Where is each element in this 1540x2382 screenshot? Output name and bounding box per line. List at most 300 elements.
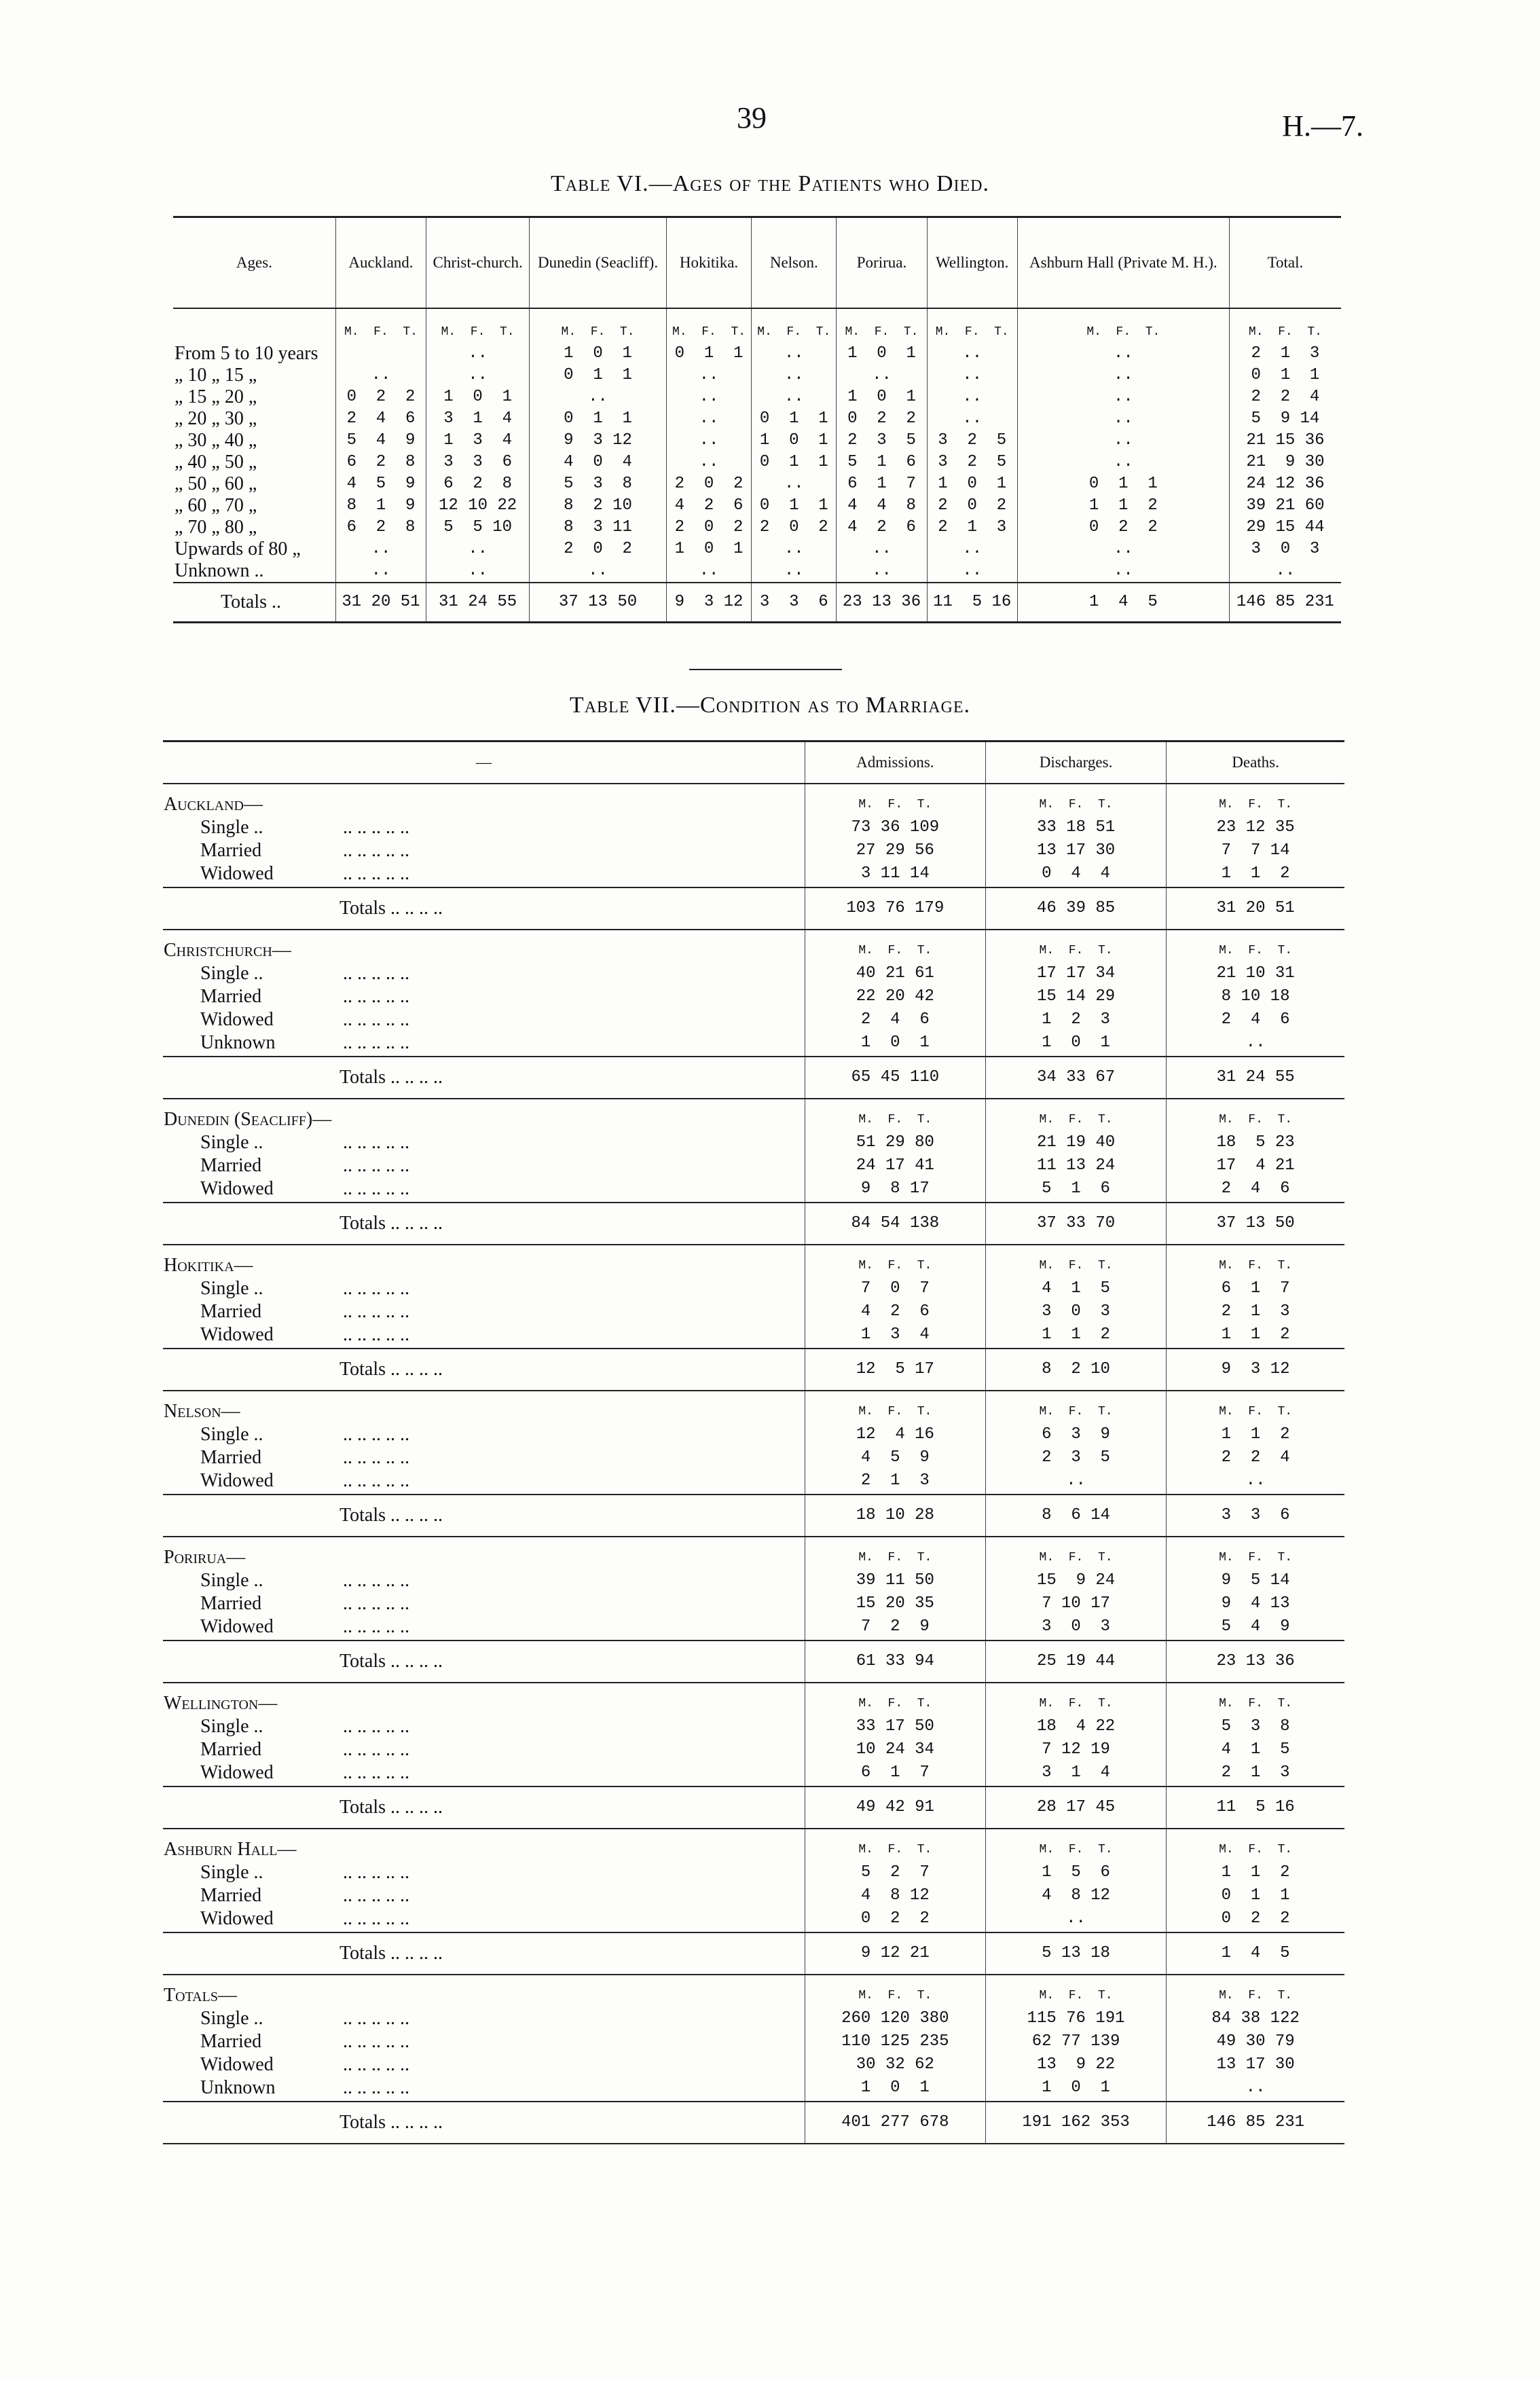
category-label: Married — [200, 1885, 262, 1906]
table-cell: 8 10 18 — [1167, 985, 1344, 1008]
institution-name: Hokitika— — [164, 1255, 253, 1276]
leader-dots: .. .. .. .. .. — [343, 1155, 409, 1176]
table-cell: 21 15 36 — [1229, 430, 1341, 452]
totals-cell: 49 42 91 — [805, 1786, 985, 1829]
leader-dots: .. .. .. .. .. — [343, 1324, 409, 1345]
category-label: Widowed — [200, 863, 274, 884]
mft-subheader: M. F. T. — [426, 308, 530, 343]
category-label: Widowed — [200, 1616, 274, 1637]
totals-label: Totals .. .. .. .. — [163, 1932, 805, 1975]
table-cell: 8 2 10 — [530, 495, 667, 517]
totals-cell: 46 39 85 — [985, 887, 1166, 930]
institution-row — [163, 930, 1344, 962]
table-row — [163, 2030, 1344, 2053]
table-cell: 2 2 4 — [1229, 386, 1341, 408]
institution-row — [163, 1683, 1344, 1715]
totals-row — [163, 1641, 1344, 1683]
category-label: Single .. — [200, 963, 263, 984]
totals-cell: 146 85 231 — [1167, 2102, 1344, 2144]
table-cell: 51 29 80 — [805, 1131, 985, 1154]
table-cell: 2 0 2 — [666, 517, 751, 538]
mft-subheader: M. F. T. — [1167, 1829, 1344, 1861]
table-row — [163, 2007, 1344, 2030]
table-cell: .. — [1017, 452, 1229, 473]
table-cell: 0 1 1 — [530, 365, 667, 386]
table-row — [173, 408, 1341, 430]
table-cell: .. — [530, 560, 667, 583]
table-cell: 4 2 6 — [837, 517, 927, 538]
totals-cell: 37 13 50 — [1167, 1203, 1344, 1245]
mft-subheader: M. F. T. — [530, 308, 667, 343]
table-cell: 110 125 235 — [805, 2030, 985, 2053]
table7-condition-as-to-marriage — [163, 740, 1344, 2144]
table-cell: 3 0 3 — [985, 1615, 1166, 1638]
category-label: Unknown — [200, 2077, 276, 2098]
table-row — [163, 1592, 1344, 1615]
table-cell: 1 0 1 — [426, 386, 530, 408]
leader-dots: .. .. .. .. .. — [343, 1032, 409, 1053]
table-cell: 5 3 8 — [1167, 1715, 1344, 1738]
table-cell: .. — [927, 408, 1017, 430]
table-cell: 2 4 6 — [335, 408, 426, 430]
table-cell: 1 1 2 — [1167, 862, 1344, 885]
table-cell: 39 11 50 — [805, 1569, 985, 1592]
table-cell: 1 0 1 — [805, 1031, 985, 1055]
mft-subheader: M. F. T. — [805, 1099, 985, 1131]
leader-dots: .. .. .. .. .. — [343, 840, 409, 861]
institution-row — [163, 1099, 1344, 1131]
table-cell: 2 0 2 — [666, 473, 751, 495]
table-cell: 2 1 3 — [1167, 1761, 1344, 1784]
table-row — [163, 1446, 1344, 1469]
totals-label: Totals .. .. .. .. — [163, 1057, 805, 1099]
table-cell: 1 0 1 — [805, 2076, 985, 2100]
category-label: Single .. — [200, 1716, 263, 1737]
category-label: Single .. — [200, 817, 263, 838]
institution-name: Ashburn Hall— — [164, 1839, 297, 1860]
section-divider — [689, 669, 842, 670]
category-cell — [163, 1177, 805, 1201]
table-cell: .. — [335, 538, 426, 560]
table-cell: 6 1 7 — [837, 473, 927, 495]
table-cell: .. — [1229, 560, 1341, 583]
table-cell: 7 10 17 — [985, 1592, 1166, 1615]
category-label: Widowed — [200, 2054, 274, 2075]
mft-subheader: M. F. T. — [985, 1099, 1166, 1131]
table-cell: 4 1 5 — [1167, 1738, 1344, 1761]
category-cell — [163, 1615, 805, 1638]
leader-dots: .. .. .. .. .. — [343, 1470, 409, 1491]
table-row — [163, 1423, 1344, 1446]
table-row — [163, 1177, 1344, 1201]
table-cell: .. — [1017, 560, 1229, 583]
table-cell: .. — [985, 1469, 1166, 1492]
mft-subheader: M. F. T. — [985, 930, 1166, 962]
table-cell: 260 120 380 — [805, 2007, 985, 2030]
table-cell: 1 0 1 — [985, 2076, 1166, 2100]
table-cell: .. — [335, 560, 426, 583]
table-cell: .. — [1017, 408, 1229, 430]
category-cell — [163, 1154, 805, 1177]
table-cell: .. — [752, 538, 837, 560]
table-cell: 1 0 1 — [752, 430, 837, 452]
table-row — [173, 517, 1341, 538]
category-label: Widowed — [200, 1009, 274, 1030]
table-cell: .. — [666, 430, 751, 452]
table-cell: 21 10 31 — [1167, 962, 1344, 985]
category-cell — [163, 2030, 805, 2053]
table6-header-cell: Nelson. — [752, 217, 837, 309]
table6-header-cell: Ages. — [173, 217, 335, 309]
category-cell — [163, 1131, 805, 1154]
category-cell — [163, 2053, 805, 2076]
table-cell: 3 3 6 — [426, 452, 530, 473]
table6-ages-of-patients-who-died — [173, 216, 1341, 623]
totals-cell: 146 85 231 — [1229, 583, 1341, 623]
institution-name: Porirua— — [164, 1547, 246, 1568]
leader-dots: .. .. .. .. .. — [343, 1570, 409, 1591]
table7-header-cell: — — [163, 741, 805, 784]
table-cell: 0 1 1 — [752, 408, 837, 430]
institution-name: Totals— — [164, 1985, 237, 2006]
table-cell: .. — [1017, 343, 1229, 365]
leader-dots: .. .. .. .. .. — [343, 1739, 409, 1760]
age-label: „ 20 „ 30 „ — [175, 408, 257, 429]
table-cell: 5 4 9 — [335, 430, 426, 452]
totals-cell: 9 3 12 — [666, 583, 751, 623]
table-cell: 73 36 109 — [805, 816, 985, 839]
totals-cell: 31 20 51 — [335, 583, 426, 623]
table-row — [163, 1469, 1344, 1492]
category-label: Married — [200, 1593, 262, 1614]
mft-subheader: M. F. T. — [805, 784, 985, 816]
table-cell: 2 0 2 — [927, 495, 1017, 517]
table-cell: 2 0 2 — [530, 538, 667, 560]
table-cell: 0 1 1 — [1229, 365, 1341, 386]
leader-dots: .. .. .. .. .. — [343, 986, 409, 1007]
table-row — [163, 2076, 1344, 2100]
mft-subheader: M. F. T. — [985, 1975, 1166, 2007]
category-label: Single .. — [200, 1570, 263, 1591]
table-cell: 13 17 30 — [1167, 2053, 1344, 2076]
mft-subheader: M. F. T. — [985, 1245, 1166, 1277]
table-cell: 1 1 2 — [1167, 1323, 1344, 1346]
table-cell: 33 17 50 — [805, 1715, 985, 1738]
totals-cell: 31 24 55 — [426, 583, 530, 623]
table-cell: 7 12 19 — [985, 1738, 1166, 1761]
table-row — [173, 495, 1341, 517]
table-cell: 11 13 24 — [985, 1154, 1166, 1177]
category-cell — [163, 1861, 805, 1884]
table-row — [163, 1615, 1344, 1638]
table-row — [163, 1131, 1344, 1154]
table-cell: 4 4 8 — [837, 495, 927, 517]
mft-subheader: M. F. T. — [1167, 1391, 1344, 1423]
category-label: Married — [200, 2031, 262, 2052]
table-cell: 5 1 6 — [837, 452, 927, 473]
totals-label: Totals .. .. .. .. — [163, 887, 805, 930]
table-cell: 21 9 30 — [1229, 452, 1341, 473]
age-label: Unknown .. — [175, 560, 264, 581]
table-cell: 0 2 2 — [1017, 517, 1229, 538]
institution-name: Auckland— — [164, 794, 263, 815]
table-cell: 4 5 9 — [805, 1446, 985, 1469]
totals-cell: 37 33 70 — [985, 1203, 1166, 1245]
table-cell: 22 20 42 — [805, 985, 985, 1008]
table-cell: 0 4 4 — [985, 862, 1166, 885]
table-cell: .. — [666, 386, 751, 408]
age-label: „ 30 „ 40 „ — [175, 430, 257, 451]
table-cell: 30 32 62 — [805, 2053, 985, 2076]
table6-age-cell — [173, 308, 335, 343]
table-row — [163, 816, 1344, 839]
table-cell: .. — [927, 538, 1017, 560]
category-cell — [163, 1761, 805, 1784]
table-cell: 0 2 2 — [837, 408, 927, 430]
leader-dots: .. .. .. .. .. — [343, 1132, 409, 1153]
totals-cell: 9 12 21 — [805, 1932, 985, 1975]
table-cell: .. — [335, 365, 426, 386]
category-label: Single .. — [200, 2008, 263, 2029]
category-cell — [163, 1446, 805, 1469]
category-label: Widowed — [200, 1324, 274, 1345]
totals-label: Totals .. .. .. .. — [163, 1641, 805, 1683]
table-cell: 62 77 139 — [985, 2030, 1166, 2053]
age-label: „ 70 „ 80 „ — [175, 517, 257, 538]
table-row — [163, 862, 1344, 885]
table-cell: .. — [426, 343, 530, 365]
category-cell — [163, 2007, 805, 2030]
leader-dots: .. .. .. .. .. — [343, 1593, 409, 1614]
table-cell: 2 4 6 — [805, 1008, 985, 1031]
leader-dots: .. .. .. .. .. — [343, 817, 409, 838]
category-label: Married — [200, 1447, 262, 1468]
mft-subheader: M. F. T. — [1167, 1245, 1344, 1277]
table-cell: .. — [1017, 430, 1229, 452]
totals-row — [163, 1932, 1344, 1975]
table-cell: 8 1 9 — [335, 495, 426, 517]
institution-name: Wellington— — [164, 1693, 278, 1714]
table6-header-cell: Dunedin (Seacliff). — [530, 217, 667, 309]
table-cell: 5 4 9 — [1167, 1615, 1344, 1638]
table-cell: .. — [1167, 1031, 1344, 1055]
table-cell: 1 5 6 — [985, 1861, 1166, 1884]
leader-dots: .. .. .. .. .. — [343, 1908, 409, 1929]
totals-cell: 12 5 17 — [805, 1349, 985, 1391]
table-row — [163, 1738, 1344, 1761]
leader-dots: .. .. .. .. .. — [343, 1009, 409, 1030]
table-cell: 13 9 22 — [985, 2053, 1166, 2076]
mft-subheader: M. F. T. — [985, 1537, 1166, 1569]
table-cell: 6 2 8 — [335, 517, 426, 538]
leader-dots: .. .. .. .. .. — [343, 1178, 409, 1199]
totals-cell: 1 4 5 — [1167, 1932, 1344, 1975]
table-cell: .. — [426, 560, 530, 583]
category-cell — [163, 1423, 805, 1446]
mft-subheader: M. F. T. — [927, 308, 1017, 343]
table-cell: 4 8 12 — [985, 1884, 1166, 1907]
category-label: Widowed — [200, 1762, 274, 1783]
category-cell — [163, 862, 805, 885]
table-cell: 13 17 30 — [985, 839, 1166, 862]
age-label: „ 40 „ 50 „ — [175, 452, 257, 473]
table-cell: 0 2 2 — [335, 386, 426, 408]
table-cell: 3 2 5 — [927, 452, 1017, 473]
totals-cell: 103 76 179 — [805, 887, 985, 930]
table-row — [163, 1031, 1344, 1055]
category-label: Single .. — [200, 1424, 263, 1445]
table-cell: 0 1 1 — [530, 408, 667, 430]
mft-subheader: M. F. T. — [1017, 308, 1229, 343]
table-cell: 17 17 34 — [985, 962, 1166, 985]
leader-dots: .. .. .. .. .. — [343, 1885, 409, 1906]
totals-row — [163, 1349, 1344, 1391]
table-cell: 1 0 1 — [837, 343, 927, 365]
table-cell: 15 20 35 — [805, 1592, 985, 1615]
mft-subheader: M. F. T. — [1167, 1975, 1344, 2007]
table-cell: 4 5 9 — [335, 473, 426, 495]
totals-cell: 23 13 36 — [1167, 1641, 1344, 1683]
totals-label: Totals .. .. .. .. — [163, 1203, 805, 1245]
totals-label: Totals .. .. .. .. — [163, 1495, 805, 1537]
table-cell: .. — [530, 386, 667, 408]
table-cell: 8 3 11 — [530, 517, 667, 538]
table6-totals-row — [173, 583, 1341, 623]
table-cell: .. — [1017, 386, 1229, 408]
mft-subheader: M. F. T. — [1167, 930, 1344, 962]
mft-subheader: M. F. T. — [1167, 784, 1344, 816]
table-cell: 12 10 22 — [426, 495, 530, 517]
table-cell: .. — [752, 343, 837, 365]
category-label: Married — [200, 840, 262, 861]
table-cell: 2 2 4 — [1167, 1446, 1344, 1469]
document-reference: H.—7. — [1282, 109, 1363, 143]
totals-cell: 11 5 16 — [1167, 1786, 1344, 1829]
table-cell: 1 1 2 — [985, 1323, 1166, 1346]
table6-header-cell: Porirua. — [837, 217, 927, 309]
table-row — [163, 839, 1344, 862]
table-cell: .. — [666, 365, 751, 386]
table-cell: 27 29 56 — [805, 839, 985, 862]
institution-row — [163, 1975, 1344, 2007]
table6-header-cell: Ashburn Hall (Private M. H.). — [1017, 217, 1229, 309]
table-row — [163, 1761, 1344, 1784]
totals-label: Totals .. — [173, 583, 335, 623]
table-cell: 15 9 24 — [985, 1569, 1166, 1592]
category-label: Widowed — [200, 1908, 274, 1929]
category-label: Married — [200, 1155, 262, 1176]
leader-dots: .. .. .. .. .. — [343, 1424, 409, 1445]
totals-cell: 3 3 6 — [1167, 1495, 1344, 1537]
category-label: Widowed — [200, 1178, 274, 1199]
category-label: Single .. — [200, 1132, 263, 1153]
table-cell: 0 2 2 — [805, 1907, 985, 1930]
table-cell: 39 21 60 — [1229, 495, 1341, 517]
leader-dots: .. .. .. .. .. — [343, 1301, 409, 1322]
table-cell: 7 7 14 — [1167, 839, 1344, 862]
mft-subheader: M. F. T. — [805, 1683, 985, 1715]
table-row — [173, 365, 1341, 386]
totals-label: Totals .. .. .. .. — [163, 1786, 805, 1829]
table-cell: 3 11 14 — [805, 862, 985, 885]
age-label: From 5 to 10 years — [175, 343, 318, 364]
category-label: Unknown — [200, 1032, 276, 1053]
institution-row — [163, 1829, 1344, 1861]
category-cell — [163, 1715, 805, 1738]
table-cell: 18 4 22 — [985, 1715, 1166, 1738]
mft-subheader: M. F. T. — [985, 1829, 1166, 1861]
totals-label: Totals .. .. .. .. — [163, 2102, 805, 2144]
totals-cell: 191 162 353 — [985, 2102, 1166, 2144]
table-cell: .. — [837, 560, 927, 583]
table-cell: 3 1 4 — [426, 408, 530, 430]
table-cell: 1 0 1 — [837, 386, 927, 408]
table7-header-cell: Discharges. — [985, 741, 1166, 784]
table-row — [163, 1569, 1344, 1592]
leader-dots: .. .. .. .. .. — [343, 2077, 409, 2098]
totals-cell: 8 6 14 — [985, 1495, 1166, 1537]
category-label: Married — [200, 1301, 262, 1322]
table-cell: 3 1 4 — [985, 1761, 1166, 1784]
table-cell: 9 3 12 — [530, 430, 667, 452]
table-cell: .. — [752, 365, 837, 386]
totals-cell: 23 13 36 — [837, 583, 927, 623]
totals-cell: 65 45 110 — [805, 1057, 985, 1099]
table-cell: 5 3 8 — [530, 473, 667, 495]
category-label: Single .. — [200, 1278, 263, 1299]
table-cell: 2 1 3 — [1167, 1300, 1344, 1323]
table-row — [173, 343, 1341, 365]
table-cell: 49 30 79 — [1167, 2030, 1344, 2053]
table-cell: 2 3 5 — [837, 430, 927, 452]
table-cell: 2 1 3 — [1229, 343, 1341, 365]
table-cell: 24 17 41 — [805, 1154, 985, 1177]
age-label: „ 60 „ 70 „ — [175, 495, 257, 516]
table-cell: .. — [837, 538, 927, 560]
table7-title: Table VII.—Condition as to Marriage. — [569, 693, 971, 718]
table-cell: .. — [1167, 1469, 1344, 1492]
table-cell: 0 1 1 — [752, 452, 837, 473]
category-cell — [163, 1277, 805, 1300]
table-row — [173, 452, 1341, 473]
table-cell: 1 1 2 — [1167, 1423, 1344, 1446]
category-label: Married — [200, 986, 262, 1007]
mft-subheader: M. F. T. — [666, 308, 751, 343]
mft-subheader: M. F. T. — [805, 1537, 985, 1569]
leader-dots: .. .. .. .. .. — [343, 1616, 409, 1637]
leader-dots: .. .. .. .. .. — [343, 1278, 409, 1299]
table6-title: Table VI.—Ages of the Patients who Died. — [550, 171, 989, 196]
table-cell: .. — [1017, 538, 1229, 560]
category-cell — [163, 1323, 805, 1346]
table-cell: 6 3 9 — [985, 1423, 1166, 1446]
table-cell: 4 1 5 — [985, 1277, 1166, 1300]
totals-cell: 31 24 55 — [1167, 1057, 1344, 1099]
mft-subheader: M. F. T. — [805, 1829, 985, 1861]
age-label: Upwards of 80 „ — [175, 538, 301, 560]
institution-row — [163, 784, 1344, 816]
table-cell: 3 0 3 — [1229, 538, 1341, 560]
category-cell — [163, 1569, 805, 1592]
leader-dots: .. .. .. .. .. — [343, 1447, 409, 1468]
table-cell: 2 3 5 — [985, 1446, 1166, 1469]
category-cell — [163, 816, 805, 839]
table-cell: .. — [927, 386, 1017, 408]
table-row — [173, 386, 1341, 408]
totals-cell: 1 4 5 — [1017, 583, 1229, 623]
age-label: „ 10 „ 15 „ — [175, 365, 257, 386]
mft-subheader: M. F. T. — [1229, 308, 1341, 343]
